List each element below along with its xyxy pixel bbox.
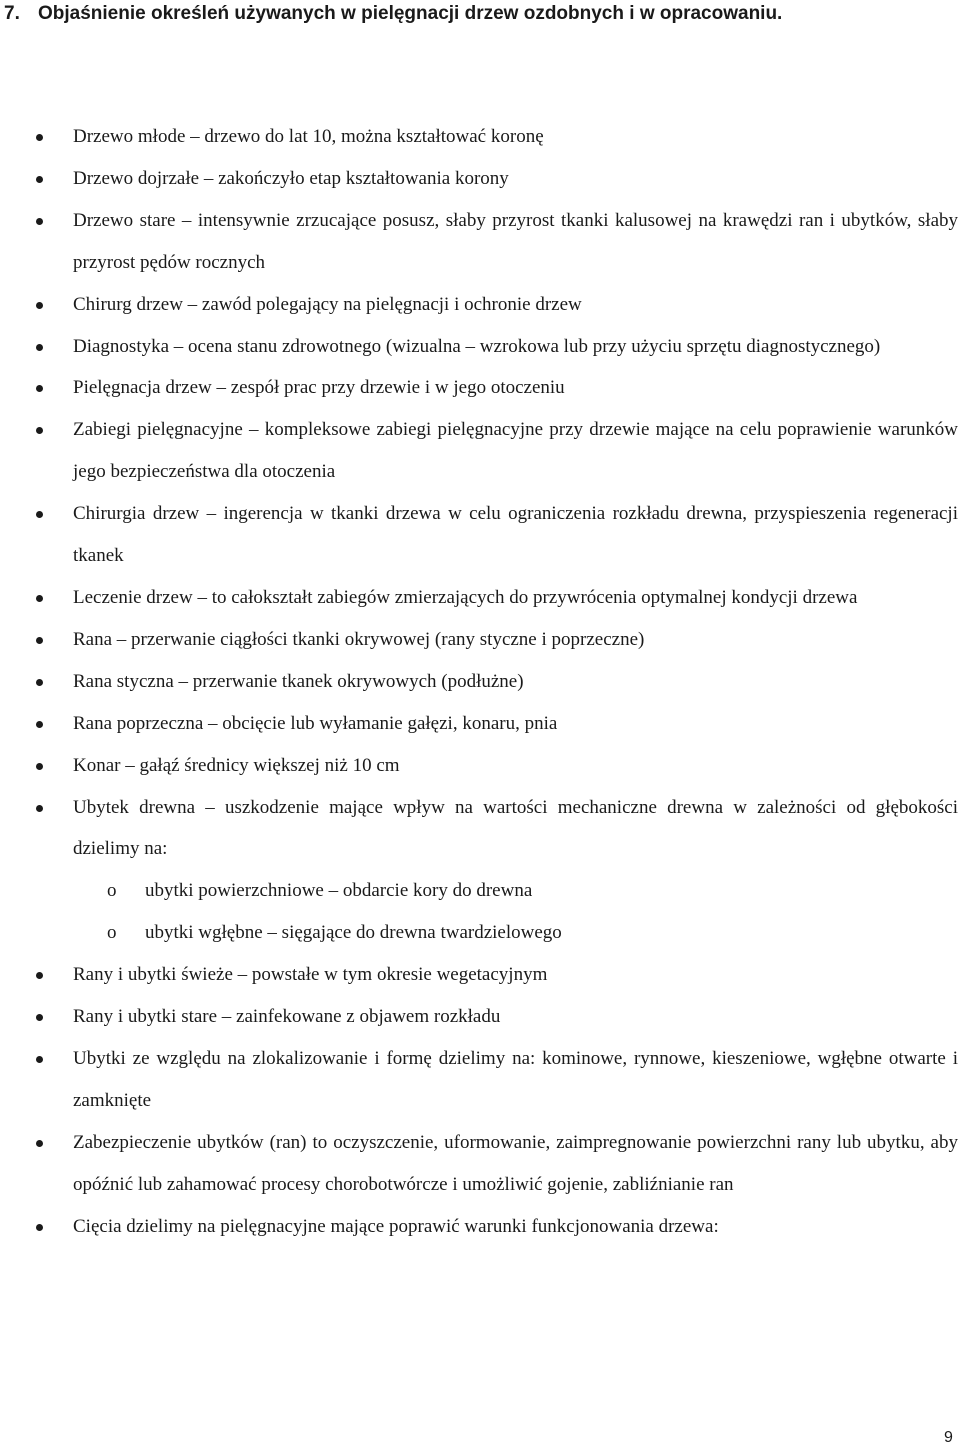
sub-list-item (0, 870, 960, 912)
list-item (0, 116, 958, 158)
list-item (0, 200, 958, 284)
list-item (0, 787, 958, 871)
bullet-icon (36, 1056, 43, 1063)
list-item-text: Drzewo młode – drzewo do lat 10, można kształtować koronę (73, 126, 544, 147)
section-title: Objaśnienie określeń używanych w pielęgnacji drzew ozdobnych i w opracowaniu. (38, 3, 783, 24)
bullet-icon (36, 637, 43, 644)
list-item (0, 619, 958, 661)
section-heading (4, 2, 782, 26)
bullet-icon (36, 595, 43, 602)
list-item-text: Cięcia dzielimy na pielęgnacyjne mające poprawić warunki funkcjonowania drzewa: (73, 1215, 719, 1237)
list-item-text: Chirurgia drzew – ingerencja w tkanki drzewa w celu ograniczenia rozkładu drewna, przyspieszenia regeneracji tkanek (73, 503, 958, 567)
list-item (0, 1038, 958, 1122)
list-item-text: Zabiegi pielęgnacyjne – kompleksowe zabiegi pielęgnacyjne przy drzewie mające na celu poprawienie warunków jego bezpieczeństwa dla otoczenia (73, 419, 958, 483)
bullet-icon (36, 721, 43, 728)
bullet-icon (36, 511, 43, 518)
bullet-icon (36, 134, 43, 141)
definitions-list (0, 116, 960, 1247)
list-item-text: Drzewo dojrzałe – zakończyło etap kształtowania korony (73, 167, 509, 189)
bullet-icon (36, 679, 43, 686)
circle-bullet-icon: o (107, 922, 117, 944)
list-item-text: Leczenie drzew – to całokształt zabiegów zmierzających do przywrócenia optymalnej kondycji drzewa (73, 586, 858, 608)
list-item (0, 745, 958, 787)
list-item (0, 1206, 958, 1248)
list-item-text: Pielęgnacja drzew – zespół prac przy drzewie i w jego otoczeniu (73, 377, 565, 399)
section-number: 7. (4, 3, 20, 24)
list-item (0, 158, 958, 200)
sub-list-item-text: ubytki wgłębne – sięgające do drewna twardzielowego (145, 922, 562, 944)
list-item (0, 661, 958, 703)
list-item (0, 326, 958, 368)
bullet-icon (36, 1140, 43, 1147)
list-item-text: Rany i ubytki świeże – powstałe w tym okresie wegetacyjnym (73, 964, 548, 986)
bullet-icon (36, 218, 43, 225)
list-item-text: Diagnostyka – ocena stanu zdrowotnego (wizualna – wzrokowa lub przy użyciu sprzętu diagnostycznego) (73, 335, 881, 357)
list-item-text: Rana poprzeczna – obcięcie lub wyłamanie gałęzi, konaru, pnia (73, 712, 558, 734)
list-item (0, 493, 958, 577)
bullet-icon (36, 1224, 43, 1231)
list-item (0, 954, 958, 996)
list-item (0, 703, 958, 745)
list-item-text: Ubytki ze względu na zlokalizowanie i formę dzielimy na: kominowe, rynnowe, kieszeniowe, wgłębne otwarte i zamknięte (73, 1047, 958, 1111)
bullet-icon (36, 763, 43, 770)
list-item-text: Chirurg drzew – zawód polegający na pielęgnacji i ochronie drzew (73, 293, 582, 315)
list-item-text: Konar – gałąź średnicy większej niż 10 cm (73, 754, 400, 776)
list-item (0, 1122, 958, 1206)
list-item (0, 996, 958, 1038)
list-item (0, 409, 958, 493)
sub-list-item (0, 912, 960, 954)
list-item-text: Drzewo stare – intensywnie zrzucające posusz, słaby przyrost tkanki kalusowej na krawędzi ran i ubytków, słaby przyrost pędów rocznych (73, 209, 958, 273)
list-item (0, 284, 958, 326)
list-item-text: Rana – przerwanie ciągłości tkanki okrywowej (rany styczne i poprzeczne) (73, 628, 645, 650)
list-item (0, 577, 958, 619)
bullet-icon (36, 385, 43, 392)
list-item-text: Ubytek drewna – uszkodzenie mające wpływ na wartości mechaniczne drewna w zależności od głębokości dzielimy na: (73, 796, 958, 860)
bullet-icon (36, 302, 43, 309)
list-item-text: Rany i ubytki stare – zainfekowane z objawem rozkładu (73, 1006, 501, 1028)
list-item-text: Zabezpieczenie ubytków (ran) to oczyszczenie, uformowanie, zaimpregnowanie powierzchni rany lub ubytku, aby opóźnić lub zahamować procesy chorobotwórcze i umożliwić gojenie, zabliźnianie ran (73, 1131, 958, 1195)
bullet-icon (36, 427, 43, 434)
bullet-icon (36, 176, 43, 183)
bullet-icon (36, 1014, 43, 1021)
page-number: 9 (944, 1429, 953, 1446)
sub-list-item-text: ubytki powierzchniowe – obdarcie kory do drewna (145, 880, 533, 902)
list-item (0, 367, 958, 409)
list-item-text: Rana styczna – przerwanie tkanek okrywowych (podłużne) (73, 670, 524, 692)
bullet-icon (36, 344, 43, 351)
bullet-icon (36, 805, 43, 812)
bullet-icon (36, 972, 43, 979)
circle-bullet-icon: o (107, 880, 117, 902)
